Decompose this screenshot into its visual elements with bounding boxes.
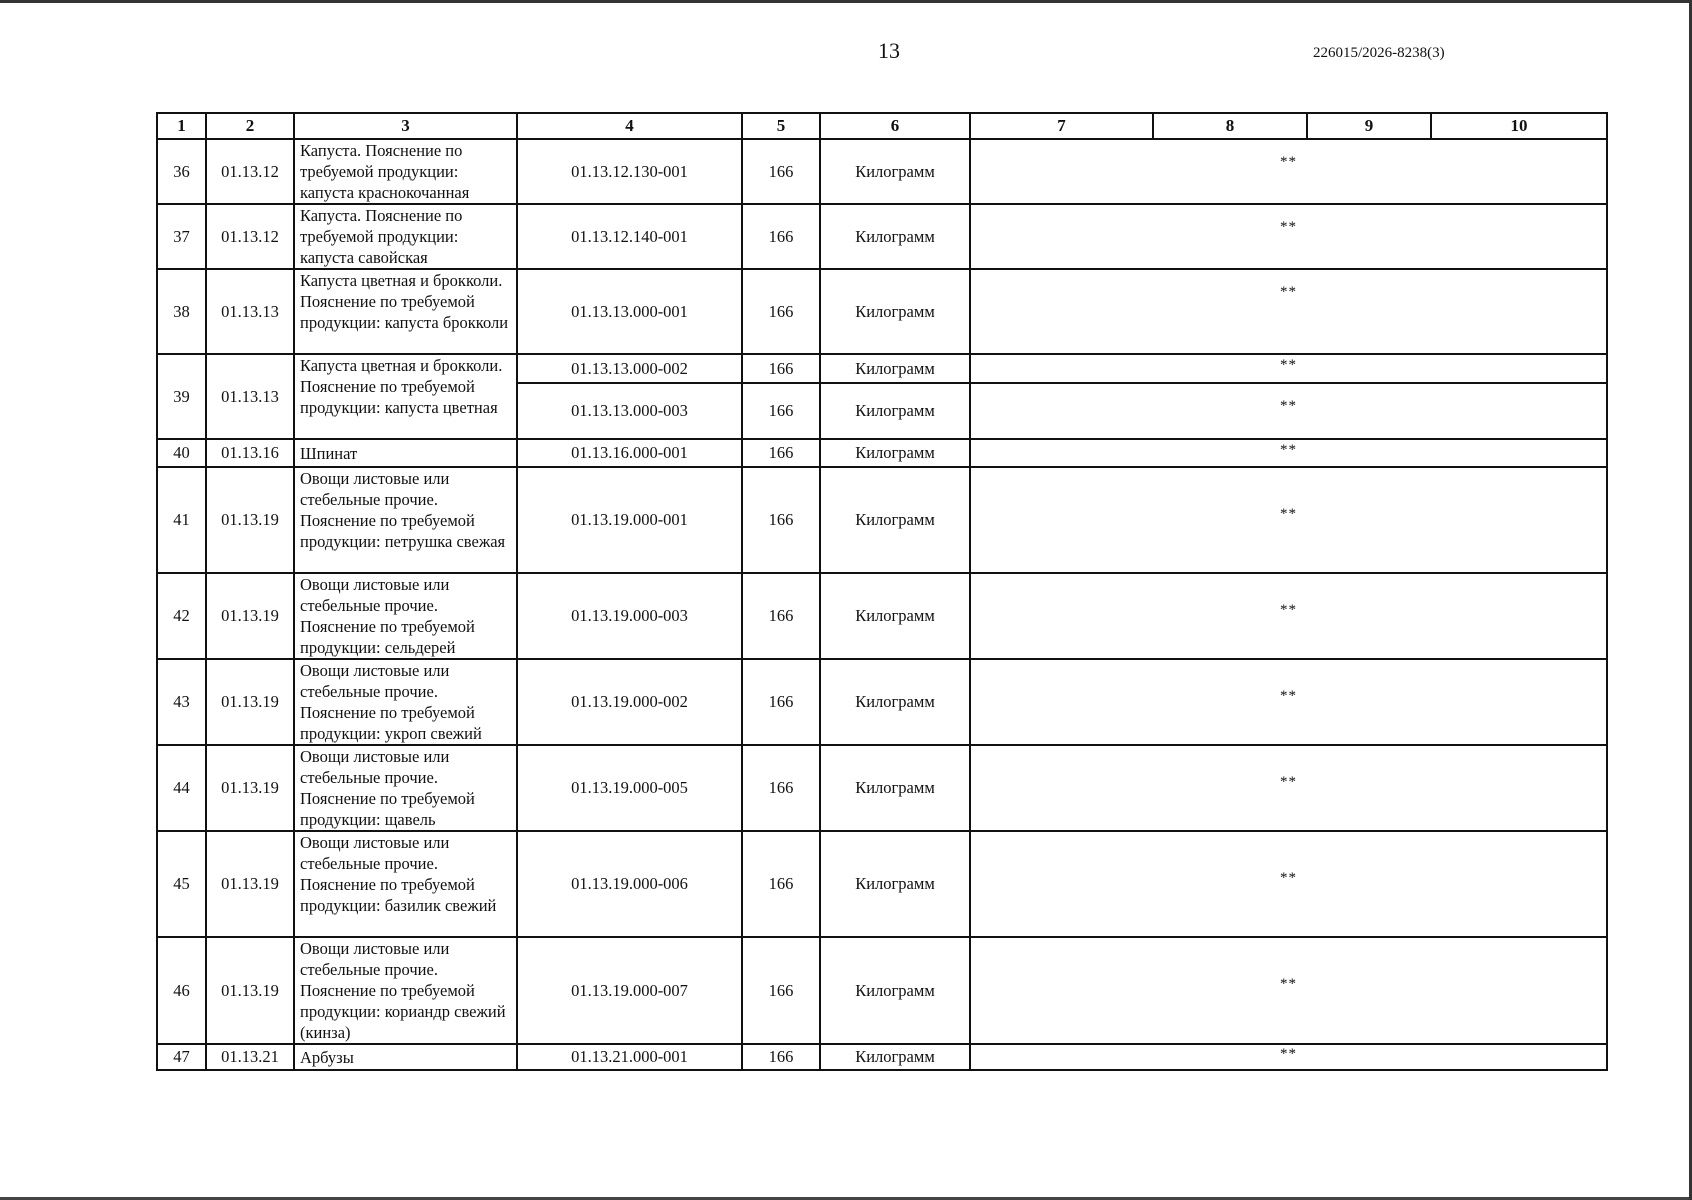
table-row <box>157 937 1607 1044</box>
ktru-code: 01.13.19.000-003 <box>517 573 742 659</box>
ktru-code: 01.13.13.000-003 <box>517 383 742 439</box>
ktru-code: 01.13.19.000-006 <box>517 831 742 937</box>
okpd-code: 01.13.13 <box>206 354 294 439</box>
product-name: Овощи листовые или стебельные прочие. Пояснение по требуемой продукции: базилик свежий <box>294 831 517 937</box>
row-number: 42 <box>157 573 206 659</box>
ktru-code: 01.13.19.000-005 <box>517 745 742 831</box>
table-row <box>157 745 1607 831</box>
table-header-row <box>157 113 1607 139</box>
unit-name: Килограмм <box>820 1044 970 1070</box>
column-header-6: 6 <box>820 113 970 139</box>
ktru-code: 01.13.19.000-001 <box>517 467 742 573</box>
okei-code: 166 <box>742 204 820 269</box>
table-row <box>157 831 1607 937</box>
table-row <box>157 139 1607 204</box>
okei-code: 166 <box>742 354 820 383</box>
column-header-1: 1 <box>157 113 206 139</box>
column-header-7: 7 <box>970 113 1153 139</box>
table-row <box>157 439 1607 467</box>
row-number: 36 <box>157 139 206 204</box>
page-number: 13 <box>878 38 900 63</box>
ktru-code: 01.13.12.130-001 <box>517 139 742 204</box>
okei-code: 166 <box>742 659 820 745</box>
table-row <box>157 354 1607 383</box>
table-row <box>157 659 1607 745</box>
okei-code: 166 <box>742 269 820 354</box>
column-header-5: 5 <box>742 113 820 139</box>
okpd-code: 01.13.16 <box>206 439 294 467</box>
characteristics-mark: ** <box>970 383 1607 439</box>
characteristics-mark: ** <box>970 1044 1607 1070</box>
unit-name: Килограмм <box>820 659 970 745</box>
product-name: Арбузы <box>294 1044 517 1070</box>
table-row <box>157 467 1607 573</box>
ktru-code: 01.13.21.000-001 <box>517 1044 742 1070</box>
table-row <box>157 1044 1607 1070</box>
column-header-8: 8 <box>1153 113 1307 139</box>
row-number: 45 <box>157 831 206 937</box>
column-header-10: 10 <box>1431 113 1607 139</box>
row-number: 43 <box>157 659 206 745</box>
ktru-code: 01.13.16.000-001 <box>517 439 742 467</box>
row-number: 41 <box>157 467 206 573</box>
product-name: Шпинат <box>294 439 517 467</box>
characteristics-mark: ** <box>970 659 1607 745</box>
row-number: 37 <box>157 204 206 269</box>
okpd-code: 01.13.19 <box>206 937 294 1044</box>
okei-code: 166 <box>742 1044 820 1070</box>
unit-name: Килограмм <box>820 573 970 659</box>
column-header-3: 3 <box>294 113 517 139</box>
row-number: 44 <box>157 745 206 831</box>
okei-code: 166 <box>742 573 820 659</box>
okpd-code: 01.13.19 <box>206 745 294 831</box>
okei-code: 166 <box>742 937 820 1044</box>
ktru-code: 01.13.13.000-002 <box>517 354 742 383</box>
product-name: Овощи листовые или стебельные прочие. Пояснение по требуемой продукции: щавель <box>294 745 517 831</box>
unit-name: Килограмм <box>820 383 970 439</box>
ktru-code: 01.13.19.000-007 <box>517 937 742 1044</box>
products-table <box>156 112 1608 1071</box>
okpd-code: 01.13.19 <box>206 467 294 573</box>
characteristics-mark: ** <box>970 573 1607 659</box>
okei-code: 166 <box>742 467 820 573</box>
okpd-code: 01.13.13 <box>206 269 294 354</box>
product-name: Капуста цветная и брокколи. Пояснение по требуемой продукции: капуста цветная <box>294 354 517 439</box>
okpd-code: 01.13.19 <box>206 831 294 937</box>
product-name: Овощи листовые или стебельные прочие. Пояснение по требуемой продукции: петрушка свежая <box>294 467 517 573</box>
product-name: Овощи листовые или стебельные прочие. Пояснение по требуемой продукции: сельдерей <box>294 573 517 659</box>
okei-code: 166 <box>742 383 820 439</box>
row-number: 46 <box>157 937 206 1044</box>
characteristics-mark: ** <box>970 937 1607 1044</box>
unit-name: Килограмм <box>820 937 970 1044</box>
okei-code: 166 <box>742 831 820 937</box>
characteristics-mark: ** <box>970 467 1607 573</box>
characteristics-mark: ** <box>970 139 1607 204</box>
column-header-9: 9 <box>1307 113 1431 139</box>
column-header-2: 2 <box>206 113 294 139</box>
row-number: 39 <box>157 354 206 439</box>
unit-name: Килограмм <box>820 831 970 937</box>
characteristics-mark: ** <box>970 745 1607 831</box>
ktru-code: 01.13.19.000-002 <box>517 659 742 745</box>
unit-name: Килограмм <box>820 467 970 573</box>
document-id: 226015/2026-8238(3) <box>1313 45 1445 61</box>
unit-name: Килограмм <box>820 269 970 354</box>
okpd-code: 01.13.12 <box>206 204 294 269</box>
characteristics-mark: ** <box>970 439 1607 467</box>
unit-name: Килограмм <box>820 439 970 467</box>
row-number: 40 <box>157 439 206 467</box>
row-number: 38 <box>157 269 206 354</box>
okei-code: 166 <box>742 139 820 204</box>
characteristics-mark: ** <box>970 831 1607 937</box>
okpd-code: 01.13.19 <box>206 659 294 745</box>
characteristics-mark: ** <box>970 204 1607 269</box>
unit-name: Килограмм <box>820 204 970 269</box>
okpd-code: 01.13.12 <box>206 139 294 204</box>
row-number: 47 <box>157 1044 206 1070</box>
product-name: Капуста. Пояснение по требуемой продукции: капуста краснокочанная <box>294 139 517 204</box>
ktru-code: 01.13.12.140-001 <box>517 204 742 269</box>
unit-name: Килограмм <box>820 139 970 204</box>
table-row <box>157 204 1607 269</box>
characteristics-mark: ** <box>970 269 1607 354</box>
okpd-code: 01.13.21 <box>206 1044 294 1070</box>
product-name: Овощи листовые или стебельные прочие. Пояснение по требуемой продукции: кориандр свежий (кинза) <box>294 937 517 1044</box>
unit-name: Килограмм <box>820 745 970 831</box>
table-row <box>157 573 1607 659</box>
scan-edge-top <box>0 0 1692 3</box>
okei-code: 166 <box>742 439 820 467</box>
column-header-4: 4 <box>517 113 742 139</box>
unit-name: Килограмм <box>820 354 970 383</box>
product-name: Овощи листовые или стебельные прочие. Пояснение по требуемой продукции: укроп свежий <box>294 659 517 745</box>
okei-code: 166 <box>742 745 820 831</box>
table-row <box>157 269 1607 354</box>
characteristics-mark: ** <box>970 354 1607 383</box>
product-name: Капуста цветная и брокколи. Пояснение по требуемой продукции: капуста брокколи <box>294 269 517 354</box>
ktru-code: 01.13.13.000-001 <box>517 269 742 354</box>
product-name: Капуста. Пояснение по требуемой продукции: капуста савойская <box>294 204 517 269</box>
okpd-code: 01.13.19 <box>206 573 294 659</box>
